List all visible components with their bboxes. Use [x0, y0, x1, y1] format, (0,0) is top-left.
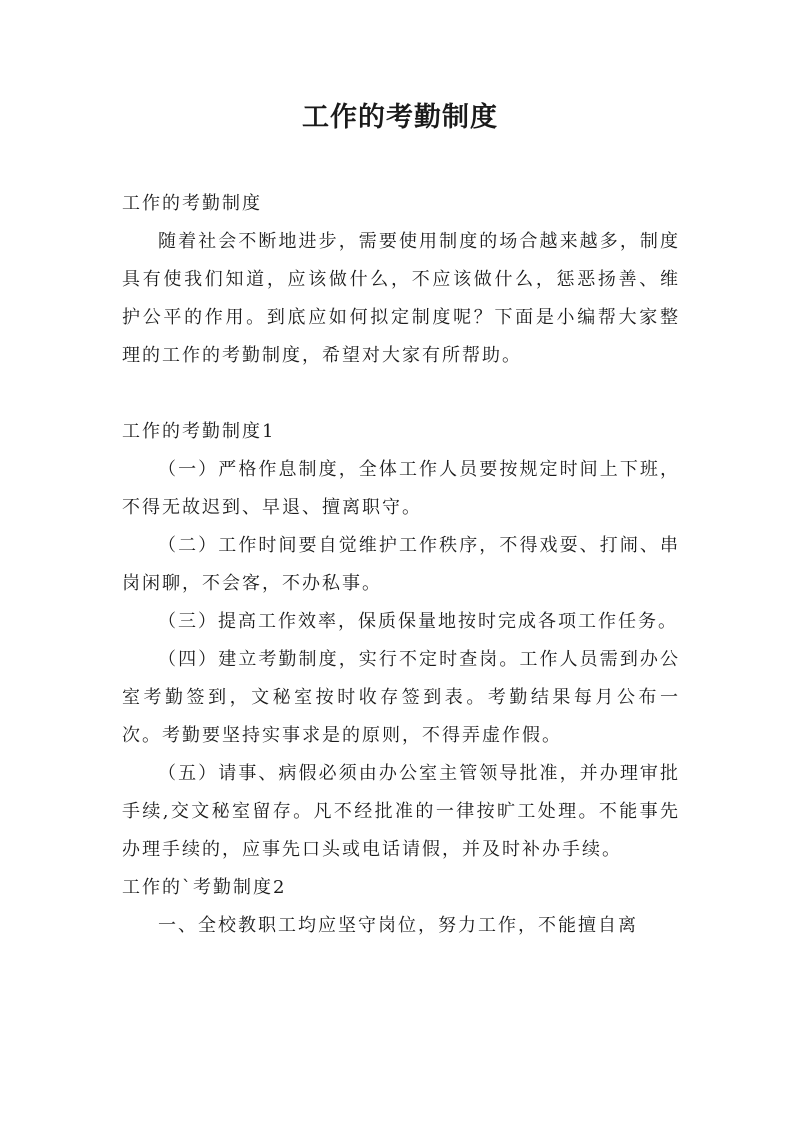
- paragraph-spacer: [122, 375, 680, 413]
- section1-item-2: （二）工作时间要自觉维护工作秩序，不得戏耍、打闹、串岗闲聊，不会客，不办私事。: [122, 535, 680, 594]
- intro-heading: 工作的考勤制度: [122, 193, 262, 214]
- section1-item-5: （五）请事、病假必须由办公室主管领导批准，并办理审批手续,交文秘室留存。凡不经批准的一律按旷工处理。不能事先办理手续的，应事先口头或电话请假，并及时补办手续。: [122, 763, 681, 860]
- section1-item-3: （三）提高工作效率，保质保量地按时完成各项工作任务。: [158, 611, 678, 632]
- section1-item-1: （一）严格作息制度，全体工作人员要按规定时间上下班，不得无故迟到、早退、擅离职守。: [122, 459, 680, 518]
- section2-item-1: 一、全校教职工均应坚守岗位，努力工作，不能擅自离: [158, 915, 638, 936]
- document-body: [122, 185, 680, 945]
- section-heading-2: 工作的`考勤制度2: [122, 877, 287, 898]
- intro-paragraph: 随着社会不断地进步，需要使用制度的场合越来越多，制度具有使我们知道，应该做什么，不应该做什么，惩恶扬善、维护公平的作用。到底应如何拟定制度呢？下面是小编帮大家整理的工作的考勤制度，希望对大家有所帮助。: [122, 231, 680, 366]
- document-title: 工作的考勤制度: [302, 102, 498, 133]
- section1-item-4: （四）建立考勤制度，实行不定时查岗。工作人员需到办公室考勤签到，文秘室按时收存签到表。考勤结果每月公布一次。考勤要坚持实事求是的原则，不得弄虚作假。: [122, 649, 680, 746]
- section-heading-1: 工作的考勤制度1: [122, 421, 276, 442]
